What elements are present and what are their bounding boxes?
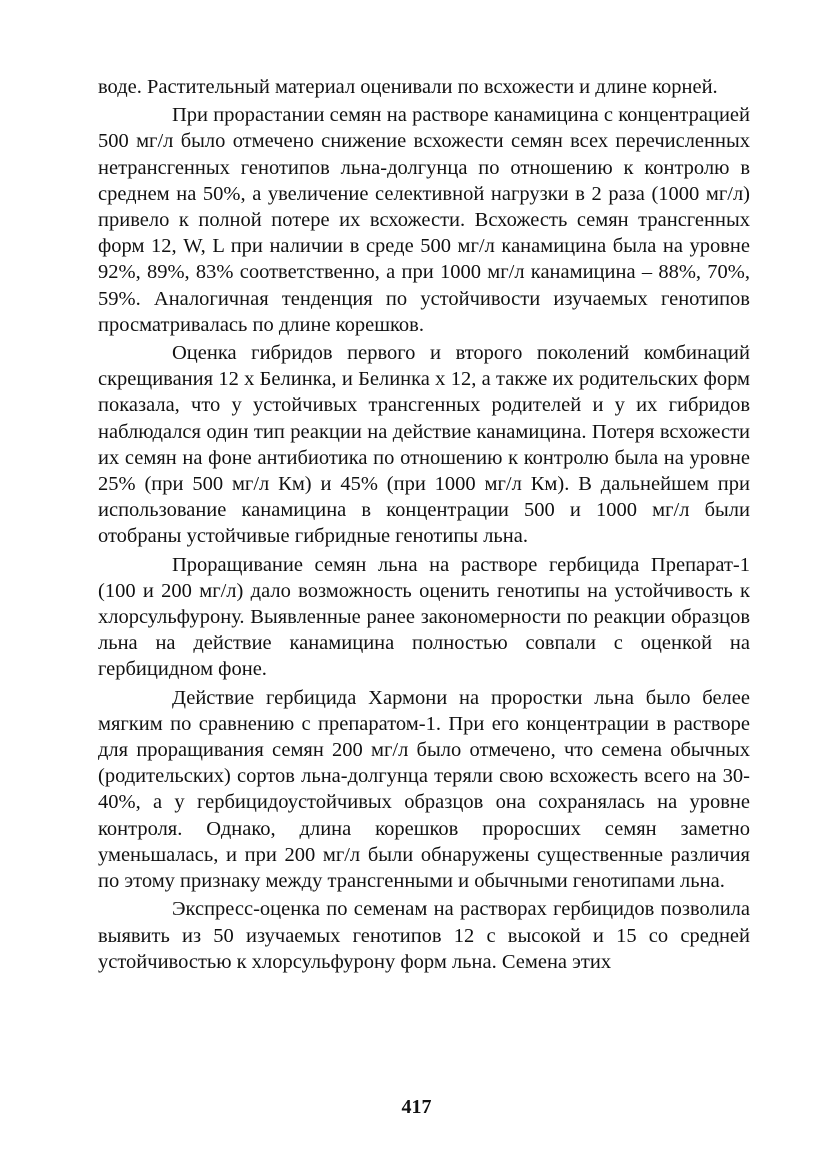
paragraph-hybrid-evaluation: Оценка гибридов первого и второго поколений комбинаций скрещивания 12 х Белинка, и Белинка х 12, а также их родительских форм показала, что у устойчивых трансгенных родителей и у их гибридов наблюдался один тип реакции на действие канамицина. Потеря всхожести их семян на фоне антибиотика по отношению к контролю была на уровне 25% (при 500 мг/л Км) и 45% (при 1000 мг/л Км). В дальнейшем при использование канамицина в концентрации 500 и 1000 мг/л были отобраны устойчивые гибридные генотипы льна.	[98, 342, 750, 548]
paragraph-harmony-herbicide: Действие гербицида Хармони на проростки льна было белее мягким по сравнению с препаратом-1. При его концентрации в растворе для проращивания семян 200 мг/л было отмечено, что семена обычных (родительских) сортов льна-долгунца теряли свою всхожесть всего на 30-40%, а у гербицидоустойчивых образцов она сохранялась на уровне контроля. Однако, длина корешков проросших семян заметно уменьшалась, и при 200 мг/л были обнаружены существенные различия по этому признаку между трансгенными и обычными генотипами льна.	[98, 686, 750, 893]
paragraph-herbicide-preparat: Проращивание семян льна на растворе гербицида Препарат-1 (100 и 200 мг/л) дало возможность оценить генотипы на устойчивость к хлорсульфурону. Выявленные ранее закономерности по реакции образцов льна на действие канамицина полностью совпали с оценкой на гербицидном фоне.	[98, 553, 750, 681]
page-number: 417	[401, 1096, 432, 1118]
body-text	[98, 74, 750, 977]
paragraph-express-evaluation: Экспресс-оценка по семенам на растворах гербицидов позволила выявить из 50 изучаемых генотипов 12 с высокой и 15 со средней устойчивостью к хлорсульфурону форм льна. Семена этих	[98, 898, 750, 973]
paragraph-continuation: воде. Растительный материал оценивали по всхожести и длине корней.	[98, 76, 718, 98]
paragraph-kanamycin-germination: При прорастании семян на растворе канамицина с концентрацией 500 мг/л было отмечено снижение всхожести семян всех перечисленных нетрансгенных генотипов льна-долгунца по отношению к контролю в среднем на 50%, а увеличение селективной нагрузки в 2 раза (1000 мг/л) привело к полной потере их всхожести. Всхожесть семян трансгенных форм 12, W, L при наличии в среде 500 мг/л канамицина была на уровне 92%, 89%, 83% соответственно, а при 1000 мг/л канамицина – 88%, 70%, 59%. Аналогичная тенденция по устойчивости изучаемых генотипов просматривалась по длине корешков.	[98, 104, 750, 336]
